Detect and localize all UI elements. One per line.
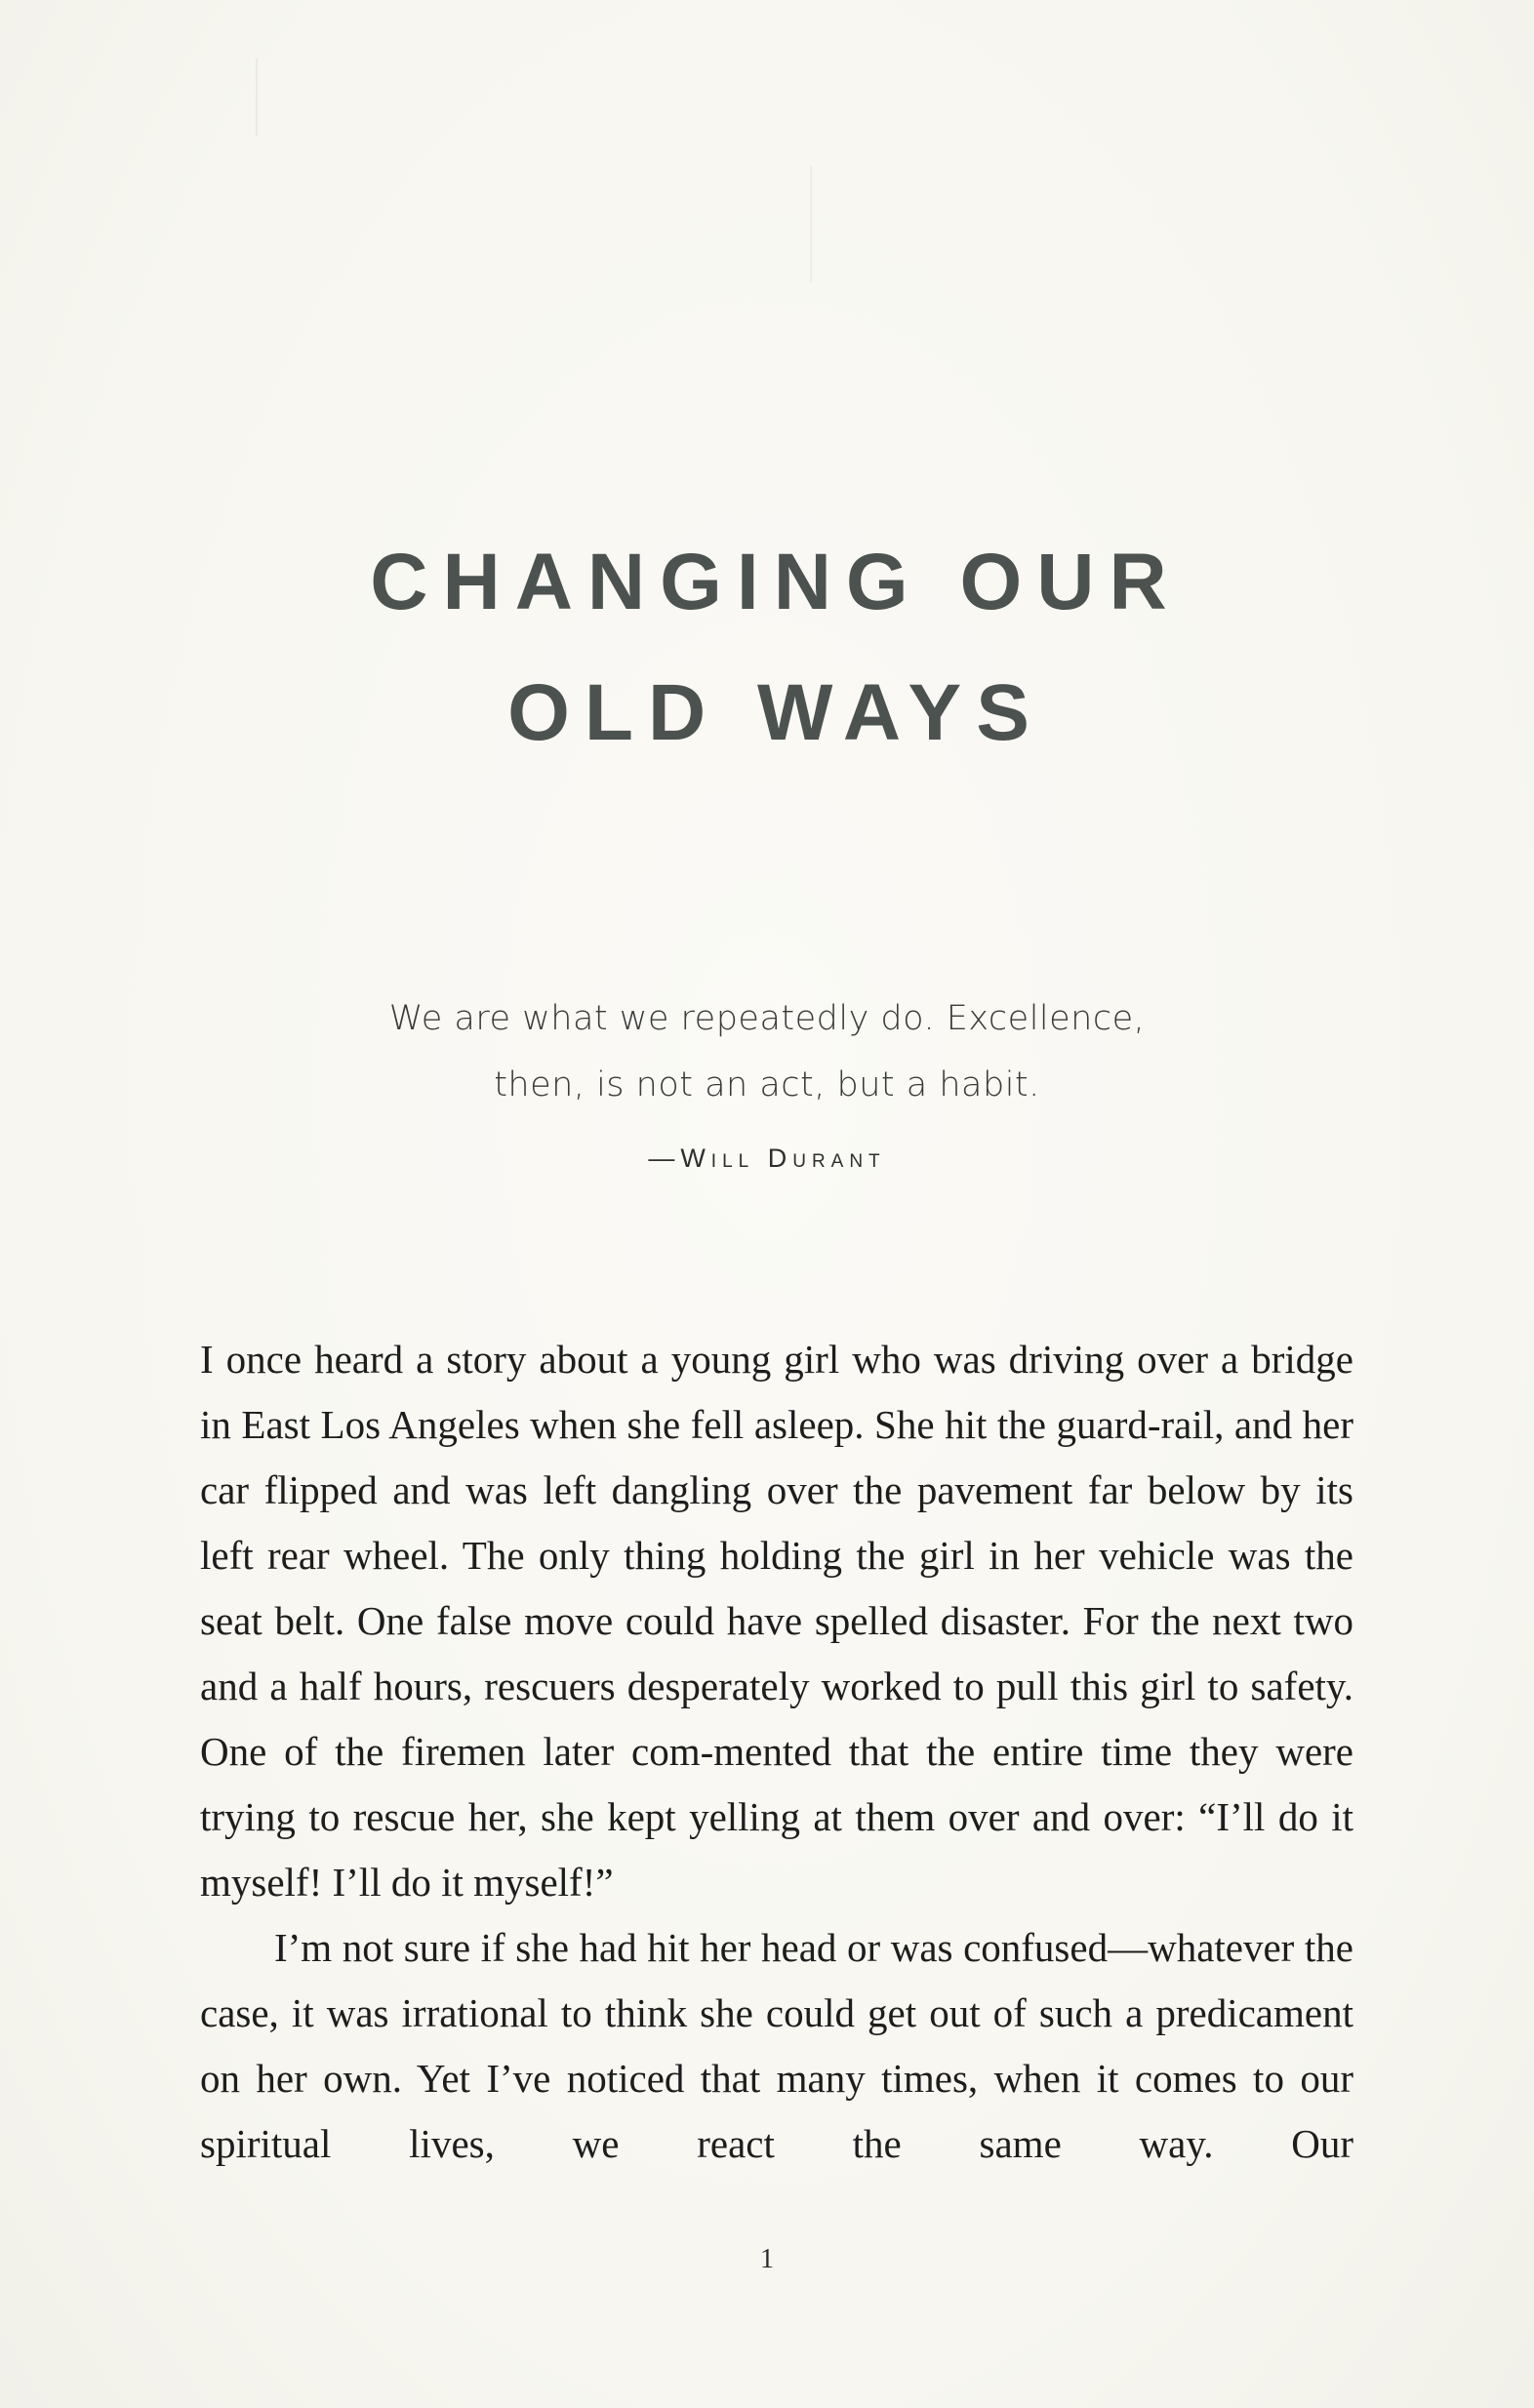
epigraph-attribution: —Will Durant: [648, 1144, 886, 1173]
chapter-title-line-2: OLD WAYS: [507, 668, 1044, 757]
epigraph-line-1: We are what we repeatedly do. Excellence,: [388, 999, 1146, 1038]
body-paragraph-2: I’m not sure if she had hit her head or was confused—whatever the case, it was irrational to think she could get out of such a predicament on her own. Yet I’ve noticed that many times, when it comes to our spiritual lives, we react the same way. Our: [200, 1925, 1353, 2166]
epigraph-quote: [0, 985, 1534, 1118]
page-number: 1: [760, 2244, 774, 2274]
scan-artifact: [256, 59, 258, 137]
chapter-title-line-1: CHANGING OUR: [370, 538, 1182, 626]
scan-artifact: [810, 166, 812, 283]
body-text: [200, 1327, 1353, 2177]
chapter-title: [0, 517, 1534, 779]
body-paragraph-1: I once heard a story about a young girl who was driving over a bridge in East Los Angeles when she fell asleep. She hit the guard-rail, and her car flipped and was left dangling over the pavement far below by its left rear wheel. The only thing holding the girl in her vehicle was the seat belt. One false move could have spelled disaster. For the next two and a half hours, rescuers desperately worked to pull this girl to safety. One of the firemen later com-mented that the entire time they were trying to rescue her, she kept yelling at them over and over: “I’ll do it myself! I’ll do it myself!”: [200, 1337, 1353, 1905]
epigraph-line-2: then, is not an act, but a habit.: [494, 1065, 1040, 1104]
